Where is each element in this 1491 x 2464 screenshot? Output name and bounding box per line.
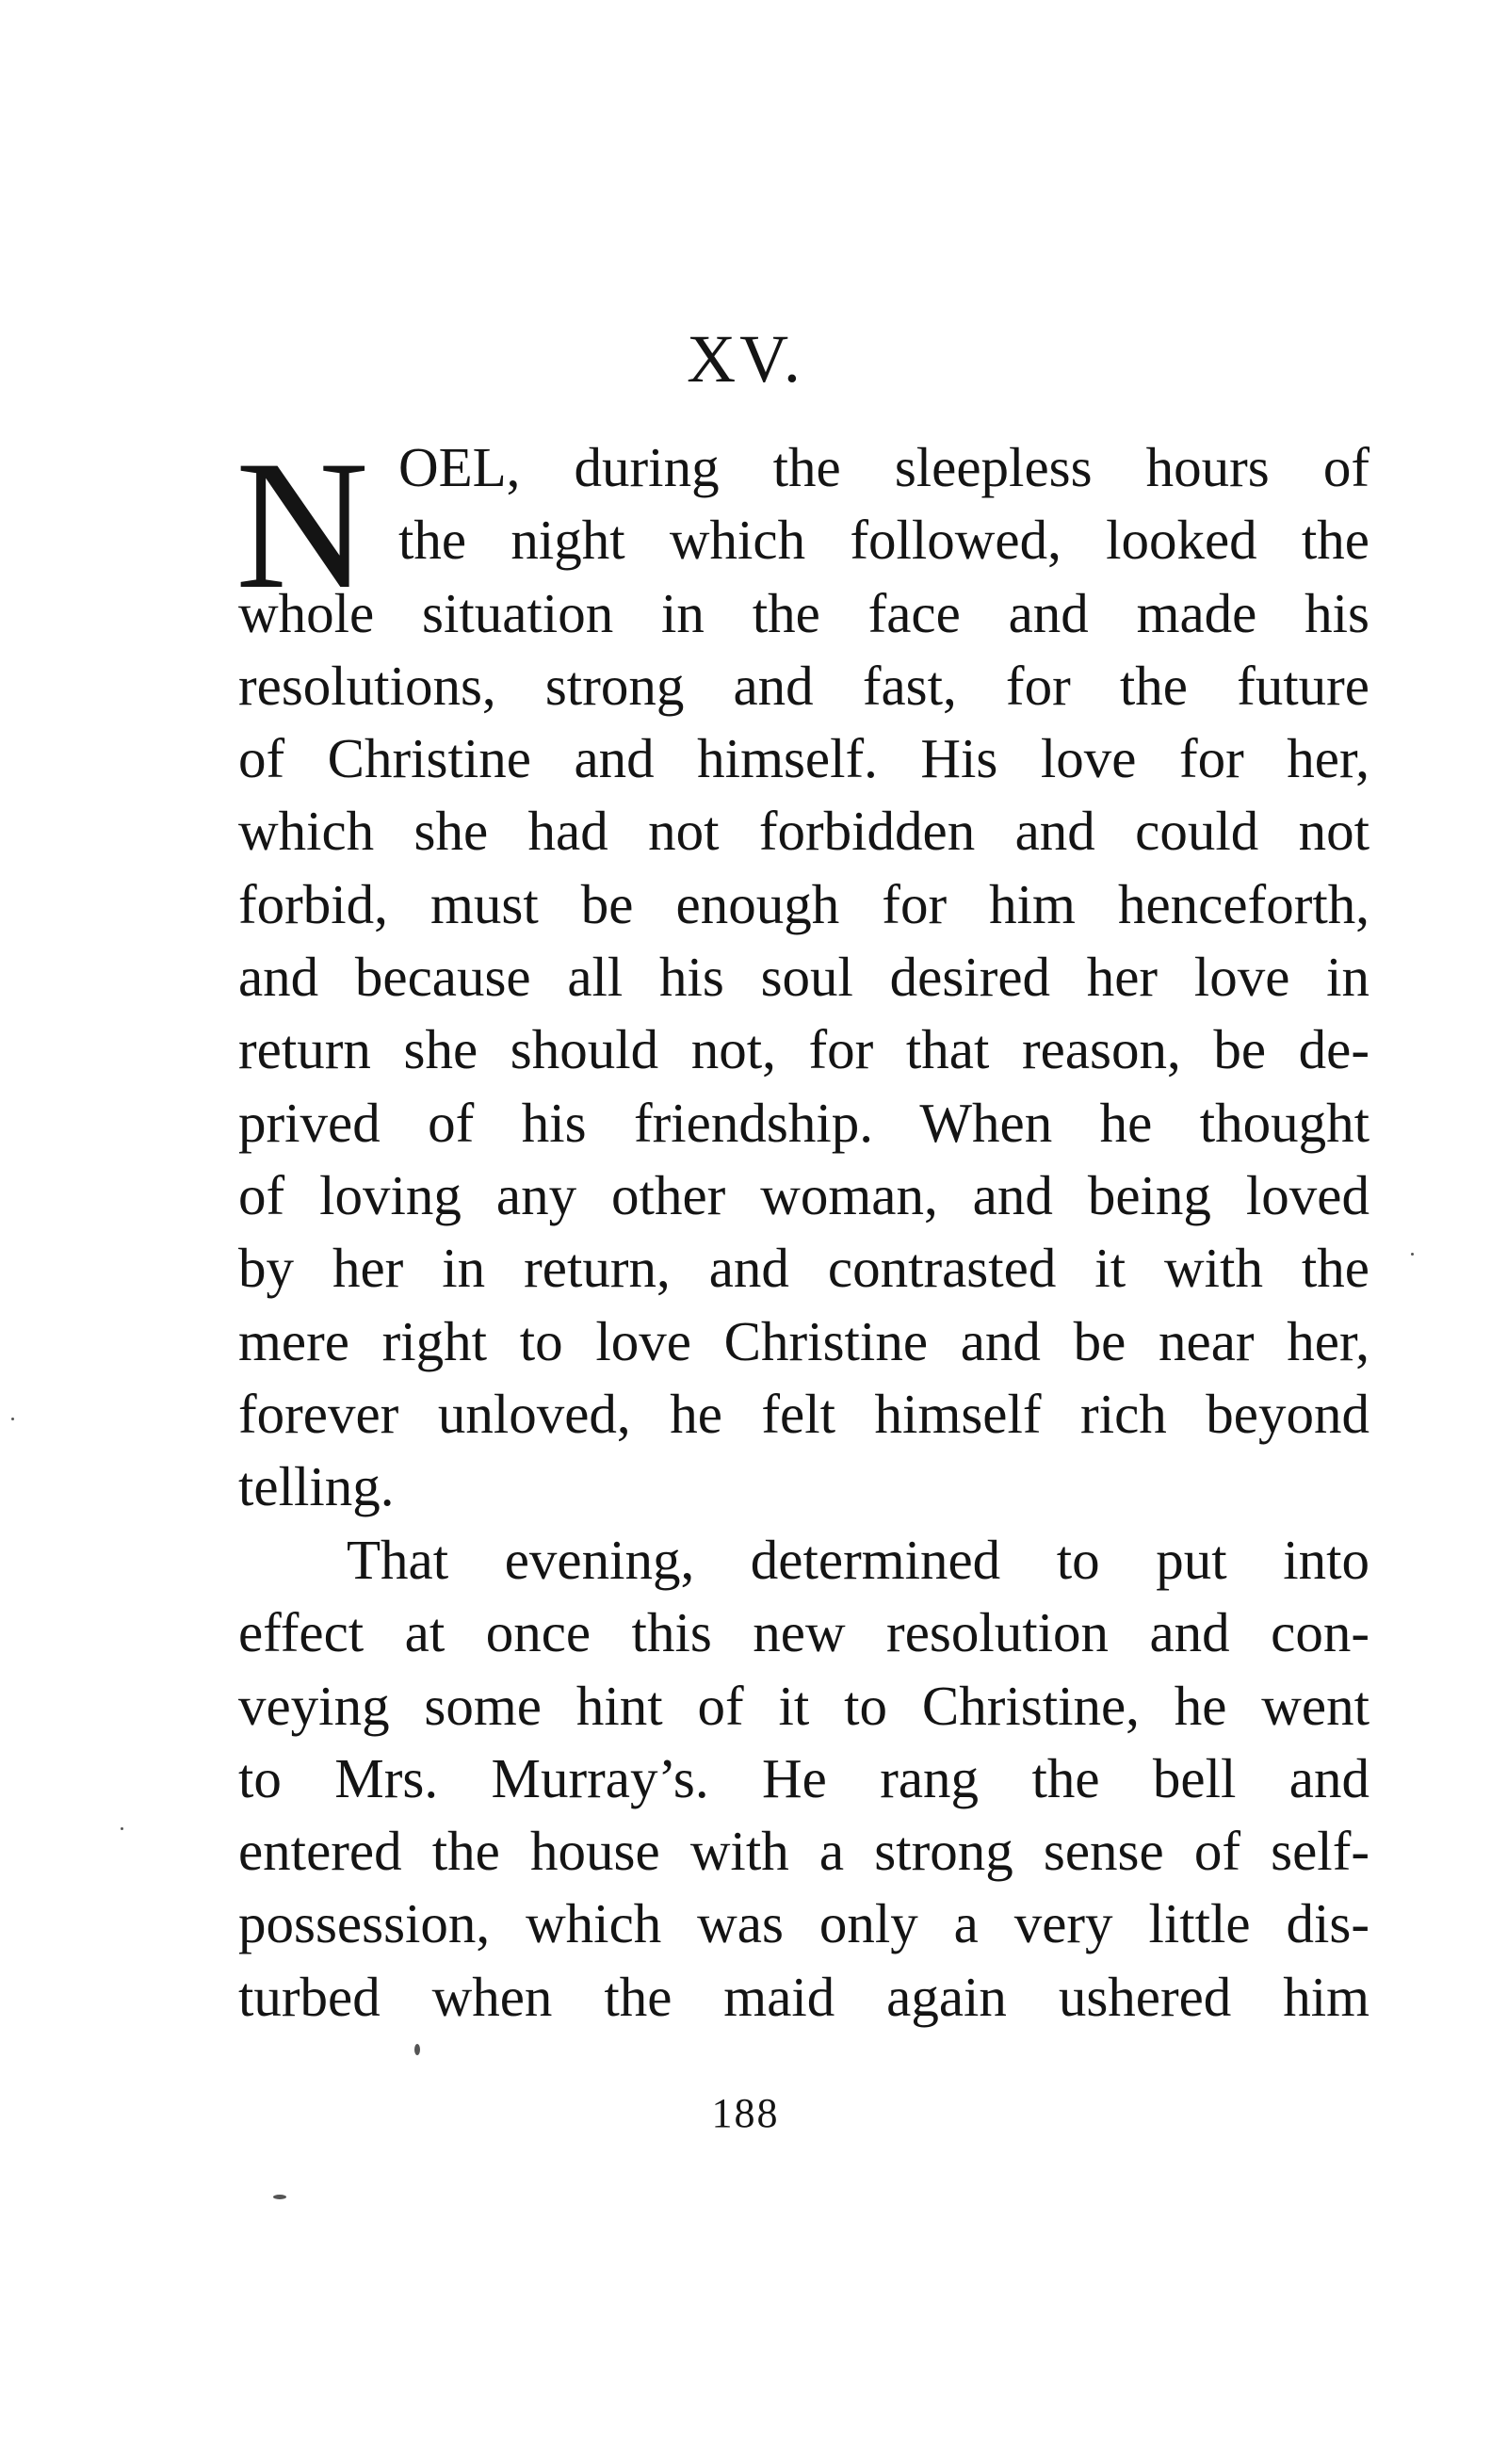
text-line: forever unloved, he felt himself rich beyond — [238, 1382, 1369, 1445]
scan-speck — [121, 1827, 123, 1830]
text-line: which she had not forbidden and could not — [238, 800, 1369, 863]
text-line: telling. — [238, 1455, 395, 1518]
text-line: the night which followed, looked the — [398, 509, 1369, 572]
text-line: whole situation in the face and made his — [238, 581, 1369, 644]
chapter-heading: XV. — [687, 321, 804, 397]
scan-speck — [273, 2195, 286, 2199]
text-line: of loving any other woman, and being loved — [238, 1163, 1369, 1226]
text-line: prived of his friendship. When he thought — [238, 1091, 1369, 1154]
drop-cap: N — [235, 423, 369, 627]
text-line: entered the house with a strong sense of self- — [238, 1820, 1369, 1883]
text-line: effect at once this new resolution and con- — [238, 1601, 1369, 1664]
text-line: by her in return, and contrasted it with the — [238, 1237, 1369, 1300]
text-line: mere right to love Christine and be near her, — [238, 1309, 1369, 1372]
paragraph-2 — [238, 1524, 1369, 2034]
text-line: return she should not, for that reason, be de- — [238, 1018, 1369, 1081]
text-line: turbed when the maid again ushered him — [238, 1965, 1369, 2028]
paragraph-1 — [238, 431, 1369, 1523]
text-line: forbid, must be enough for him henceforth, — [238, 872, 1369, 935]
page-number: 188 — [711, 2090, 780, 2136]
scan-speck — [414, 2044, 420, 2055]
text-line: of Christine and himself. His love for her, — [238, 727, 1369, 790]
text-line: and because all his soul desired her love in — [238, 946, 1369, 1009]
scan-speck — [1411, 1253, 1414, 1256]
text-line: to Mrs. Murray’s. He rang the bell and — [238, 1746, 1369, 1809]
scan-speck — [11, 1418, 14, 1420]
text-line: veying some hint of it to Christine, he went — [238, 1674, 1369, 1737]
text-line: resolutions, strong and fast, for the future — [238, 654, 1369, 717]
text-line: OEL, during the sleepless hours of — [398, 436, 1369, 498]
text-line: possession, which was only a very little dis- — [238, 1892, 1369, 1955]
text-line: That evening, determined to put into — [347, 1529, 1369, 1591]
